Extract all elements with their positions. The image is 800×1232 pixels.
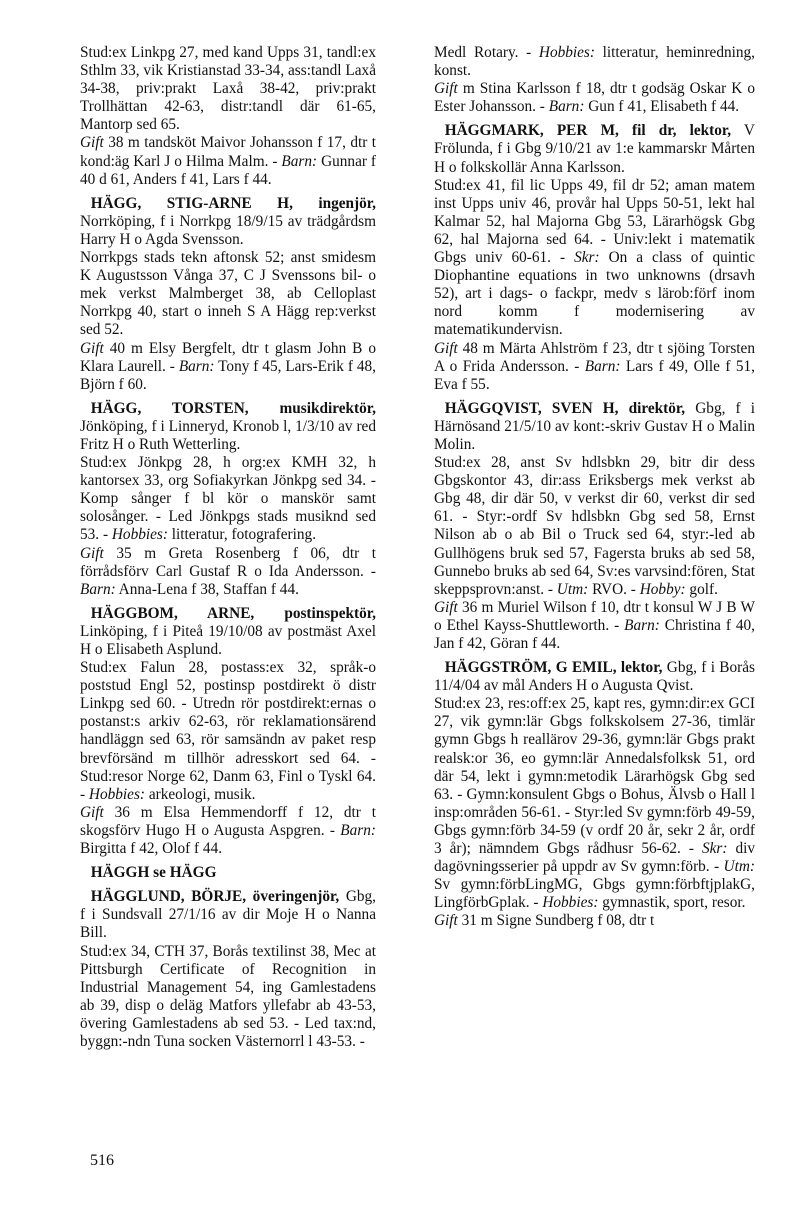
entry-heading-paragraph (80, 400, 376, 454)
entry-text: litteratur, heminredning, konst. (434, 44, 756, 80)
field-label: Gift (434, 339, 458, 357)
biography-entry (80, 864, 376, 882)
entry-text: Stud:ex 28, anst Sv hdlsbkn 29, bitr dir dess Gbgskontor 43, dir:ass Eriksbergs mek verkst ab Gbg 48, dir där 50, v verkst dir 60, verkst dir sed 61. - Styr:-ordf Sv hdlsbkn Gbg sed 58, Ernst Nilson ab o ab Bil o Truck sed 64, styr:-led ab Gullhögens bruk sed 57, Fagersta bruks ab sed 58, Gunnebo bruks ab sed 64, Sv:es varvsind:fören, Stat skeppsprovn:anst. - (434, 454, 755, 598)
entry-paragraph (80, 454, 376, 544)
entry-text: On a class of quintic Diophantine equations in two unknowns (drsavh 52), art i dags- o fackpr, medv s lärob:förf inom nord komm f modernisering av matematikundervisn. (434, 249, 755, 339)
entry-paragraph (434, 454, 755, 599)
entry-text: Sv gymn:förbLingMG, Gbgs gymn:förbftjplakG, LingförbGplak. - (434, 876, 755, 912)
entry-text: Gbg, f i Borås 11/4/04 av mål Anders H o Augusta Qvist. (434, 659, 755, 695)
biography-entry (434, 400, 755, 653)
entry-text: 48 m Märta Ahlström f 23, dtr t sjöing Torsten A o Frida Andersson. - (434, 339, 755, 375)
field-label: Gift (80, 803, 104, 821)
entry-paragraph (434, 912, 755, 930)
field-label: Barn: (178, 357, 215, 375)
entry-text: Anna-Lena f 38, Staffan f 44. (115, 580, 299, 598)
entry-text: 40 m Elsy Bergfelt, dtr t glasm John B o Klara Laurell. - (80, 339, 376, 375)
field-label: Gift (80, 339, 104, 357)
entry-heading-paragraph (80, 195, 376, 249)
biography-entry (434, 659, 755, 930)
entry-heading-paragraph (80, 605, 376, 659)
entry-name: HÄGGQVIST, SVEN H, direktör, (444, 399, 686, 417)
page-number: 516 (90, 1152, 114, 1169)
field-label: Barn: (340, 821, 376, 839)
entry-paragraph (80, 659, 376, 804)
entry-paragraph (80, 134, 376, 188)
field-label: Gift (434, 912, 458, 930)
biography-entry (80, 44, 376, 189)
entry-text: Stud:ex Falun 28, postass:ex 32, språk-o poststud Engl 52, postinsp postdirekt ö distr Linkpg sed 60. - Utredn rör postdirekt:ernas o postanst:s arkiv 62-63, rör reklamationsärend handläggn sed 63, rör samsändn av paket resp brevförsänd m tillhör adresskort sed 64. - Stud:resor Norge 62, Danm 63, Finl o Tyskl 64. - (80, 659, 376, 803)
entry-text: Birgitta f 42, Olof f 44. (80, 840, 223, 858)
entry-paragraph (434, 80, 755, 116)
entry-text: Stud:ex Jönkpg 28, h org:ex KMH 32, h kantorsex 33, org Sofiakyrkan Jönkpg sed 34. - Komp sånger f bl kör o manskör samt solosånger. - Led Jönkpgs stads musiknd sed 53. - (80, 454, 376, 544)
field-label: Gift (80, 134, 104, 152)
field-label: Skr: (574, 249, 600, 267)
entry-name: HÄGGBOM, ARNE, postinspektör, (90, 604, 376, 622)
field-label: Barn: (548, 98, 585, 116)
entry-text: Linköping, f i Piteå 19/10/08 av postmäst Axel H o Elisabeth Asplund. (80, 622, 376, 658)
entry-text: Stud:ex 34, CTH 37, Borås textilinst 38, Mec at Pittsburgh Certificate of Recognition in Industrial Management 54, ing Gamlestadens ab 39, disp o deläg Matfors yllefabr ab 43-53, övering Gamlestadens ab sed 53. - Led tax:nd, byggn:-ndn Tuna socken Västernorrl l 43-53. - (80, 942, 376, 1050)
field-label: Hobbies: (88, 785, 146, 803)
entry-text: 31 m Signe Sundberg f 08, dtr t (457, 912, 655, 930)
entry-heading-paragraph (80, 888, 376, 942)
entry-text: RVO. - (588, 580, 640, 598)
entry-paragraph (80, 340, 376, 394)
entry-text: golf. (685, 580, 718, 598)
entry-heading-paragraph (434, 122, 755, 176)
field-label: Hobby: (639, 580, 686, 598)
entry-text: Medl Rotary. - (434, 44, 539, 61)
entry-text: arkeologi, musik. (145, 785, 256, 803)
entry-text: V Frölunda, f i Gbg 9/10/21 av 1:e kammarskr Mårten H o folkskollär Anna Karlsson. (434, 122, 755, 176)
field-label: Hobbies: (542, 894, 599, 912)
entry-paragraph (434, 599, 755, 653)
entry-text: Stud:ex 41, fil lic Upps 49, fil dr 52; aman matem inst Upps univ 46, provår hal Upps 50-51, lekt hal Kalmar 52, hal Majorna Gbg 53, Lärarhögsk Gbg 62, hal Majorna sed 64. - Univ:lekt i matematik Gbgs univ 60-61. - (434, 176, 755, 267)
field-label: Gift (80, 544, 104, 562)
entry-name: HÄGGSTRÖM, G EMIL, lektor, (444, 659, 663, 677)
entry-text: Christina f 40, Jan f 42, Göran f 44. (434, 616, 755, 652)
field-label: Barn: (624, 616, 660, 634)
entry-paragraph (80, 545, 376, 599)
entry-name: HÄGG, STIG-ARNE H, ingenjör, (90, 194, 376, 212)
entry-paragraph (80, 249, 376, 339)
entry-paragraph (80, 804, 376, 858)
entry-text: Gunnar f 40 d 61, Anders f 41, Lars f 44. (80, 152, 376, 188)
entry-text: Lars f 49, Olle f 51, Eva f 55. (434, 357, 755, 393)
biography-entry (80, 195, 376, 394)
entry-heading-paragraph (434, 659, 755, 695)
entry-text: Tony f 45, Lars-Erik f 48, Björn f 60. (80, 357, 376, 393)
entry-paragraph (434, 44, 755, 80)
field-label: Utm: (556, 580, 589, 598)
entry-name: HÄGGLUND, BÖRJE, överingenjör, (90, 888, 340, 906)
entry-text: gymnastik, sport, resor. (598, 894, 746, 912)
entry-paragraph (434, 695, 755, 912)
entry-heading-paragraph (80, 864, 376, 882)
entry-text: div dagövningsserier på uppdr av Sv gymn:förb. - (434, 840, 755, 876)
entry-paragraph (80, 44, 376, 134)
biography-entry (434, 44, 755, 116)
entry-text: 36 m Elsa Hemmendorff f 12, dtr t skogsförv Hugo H o Augusta Aspgren. - (80, 803, 376, 839)
biography-entry (80, 888, 376, 1051)
field-label: Gift (434, 598, 458, 616)
biography-entry (80, 605, 376, 858)
entry-text: Stud:ex Linkpg 27, med kand Upps 31, tandl:ex Sthlm 33, vik Kristianstad 33-34, ass:tandl Laxå 34-38, priv:prakt Laxå 38-42, priv:prakt Trollhättan 42-63, distr:tandl där 61-65, Mantorp sed 65. (80, 44, 376, 134)
entry-text: Jönköping, f i Linneryd, Kronob l, 1/3/10 av red Fritz H o Ruth Wetterling. (80, 417, 376, 453)
entry-text: litteratur, fotografering. (167, 526, 317, 544)
entry-text: Norrköping, f i Norrkpg 18/9/15 av trädgårdsm Harry H o Agda Svensson. (80, 212, 376, 248)
entry-text: Stud:ex 23, res:off:ex 25, kapt res, gymn:dir:ex GCI 27, vik gymn:lär Gbgs folkskolsem 27-36, timlär gymn Gbgs h reallärov 29-36, gymn:lär Gbgs prakt realsk:or 36, eo gymn:lär Annedalsfolksk 51, ord där 54, lekt i gymn:metodik Lärarhögsk Gbg sed 63. - Gymn:konsulent Gbgs o Bohus, Älvsb o Hall l insp:områden 56-61. - Styr:led Sv gymn:förb 49-59, Gbgs gymn:förb 34-59 (v ordf 20 år, sekr 2 år, ordf 3 år); nämndem Gbgs rådhusr 56-62. - (434, 695, 755, 858)
entry-text: 35 m Greta Rosenberg f 06, dtr t förrådsförv Carl Gustaf R o Ida Andersson. - (80, 544, 376, 580)
entry-text: 38 m tandsköt Maivor Johansson f 17, dtr t kond:äg Karl J o Hilma Malm. - (80, 134, 376, 170)
field-label: Hobbies: (538, 44, 595, 61)
field-label: Barn: (80, 580, 116, 598)
biography-entry (434, 122, 755, 393)
right-column (434, 44, 755, 931)
field-label: Barn: (281, 152, 318, 170)
biography-entry (80, 400, 376, 599)
entry-text: Norrkpgs stads tekn aftonsk 52; anst smidesm K Augustsson Vånga 37, C J Svenssons bil- o mek verkst Malmberget 38, ab Celloplast Norrkpg 40, start o inneh S A Hägg rep:verkst sed 52. (80, 249, 376, 339)
entry-name: HÄGGMARK, PER M, fil dr, lektor, (444, 122, 732, 140)
entry-text: Gbg, f i Sundsvall 27/1/16 av dir Moje H o Nanna Bill. (80, 888, 376, 942)
entry-name: HÄGGH se HÄGG (90, 864, 217, 882)
entry-paragraph (80, 943, 376, 1052)
entry-heading-paragraph (434, 400, 755, 454)
entry-paragraph (434, 340, 755, 394)
entry-text: Gun f 41, Elisabeth f 44. (584, 98, 740, 116)
field-label: Hobbies: (111, 526, 168, 544)
field-label: Barn: (584, 357, 621, 375)
field-label: Skr: (701, 840, 728, 858)
left-column (80, 44, 376, 1051)
field-label: Utm: (723, 858, 755, 876)
field-label: Gift (434, 80, 458, 98)
entry-paragraph (434, 177, 755, 340)
entry-text: Gbg, f i Härnösand 21/5/10 av kont:-skriv Gustav H o Malin Molin. (434, 399, 755, 453)
entry-text: m Stina Karlsson f 18, dtr t godsäg Oskar K o Ester Johansson. - (434, 80, 755, 116)
entry-name: HÄGG, TORSTEN, musikdirektör, (90, 399, 376, 417)
entry-text: 36 m Muriel Wilson f 10, dtr t konsul W J B W o Ethel Kayss-Shuttleworth. - (434, 598, 755, 634)
